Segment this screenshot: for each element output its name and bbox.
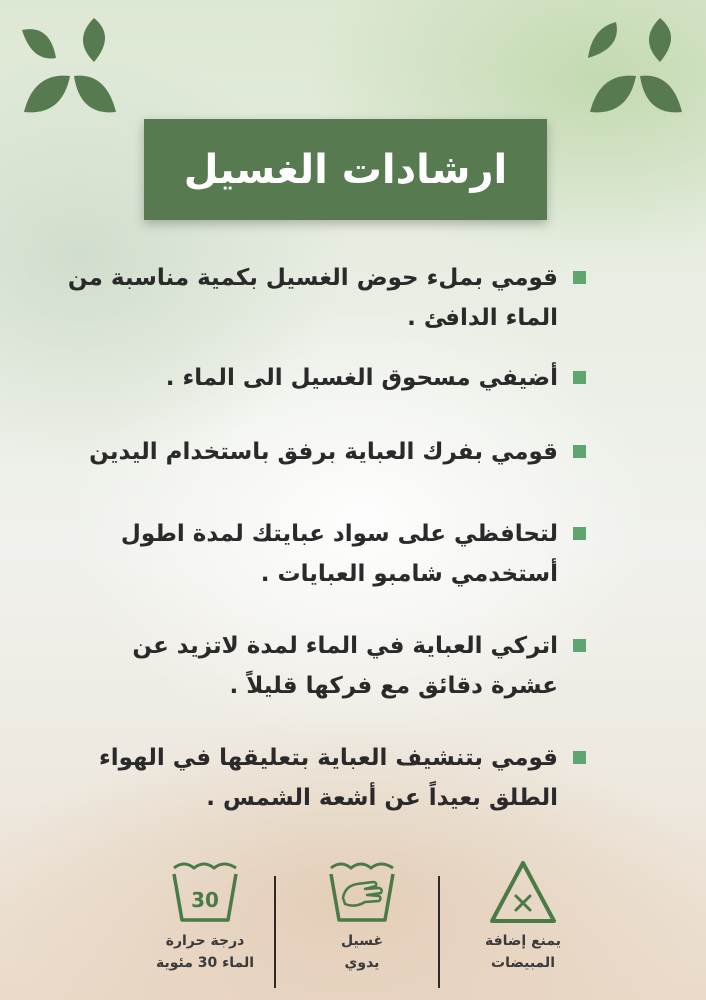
leaf-ornament-left [20,18,120,118]
bullet-square-icon [573,271,586,284]
instruction-text: قومي بفرك العباية برفق باستخدام اليدين [89,439,558,465]
instruction-item [60,738,590,818]
leaf-icon [20,18,120,118]
bullet-square-icon [573,639,586,652]
care-label-wash-30: درجة حرارة الماء 30 مئوية [156,933,254,971]
wash-30-icon [170,858,240,926]
divider [274,876,276,988]
wash-temperature-value: 30 [191,888,219,912]
care-label-no-bleach: يمنع إضافة المبيضات [484,933,562,971]
instruction-text: لتحافظي على سواد عبايتك لمدة اطول أستخدمي شامبو العبايات . [120,521,558,587]
leaf-icon [586,18,686,118]
instruction-item [60,514,590,594]
care-symbol-wash-30 [130,858,280,974]
care-symbol-hand-wash [287,858,437,974]
instruction-item [60,626,590,706]
instruction-text: قومي بتنشيف العباية بتعليقها في الهواء الطلق بعيداً عن أشعة الشمس . [99,745,558,811]
care-symbol-no-bleach [448,858,598,974]
no-bleach-icon [488,858,558,926]
instruction-item [60,258,590,338]
instruction-text: قومي بملء حوض الغسيل بكمية مناسبة من الماء الدافئ . [67,265,558,331]
bullet-square-icon [573,527,586,540]
care-label-hand-wash: غسيل يدوي [340,933,384,971]
hand-wash-icon [327,858,397,926]
bullet-square-icon [573,445,586,458]
instruction-text: اتركي العباية في الماء لمدة لاتزيد عن عشرة دقائق مع فركها قليلاً . [132,633,558,699]
instruction-text: أضيفي مسحوق الغسيل الى الماء . [165,365,558,391]
divider [438,876,440,988]
instruction-item [60,432,590,472]
page-title: ارشادات الغسيل [183,146,508,193]
care-symbols-row [130,858,600,988]
title-banner [144,119,547,220]
leaf-ornament-right [586,18,686,118]
bullet-square-icon [573,751,586,764]
instruction-item [60,358,590,398]
bullet-square-icon [573,371,586,384]
